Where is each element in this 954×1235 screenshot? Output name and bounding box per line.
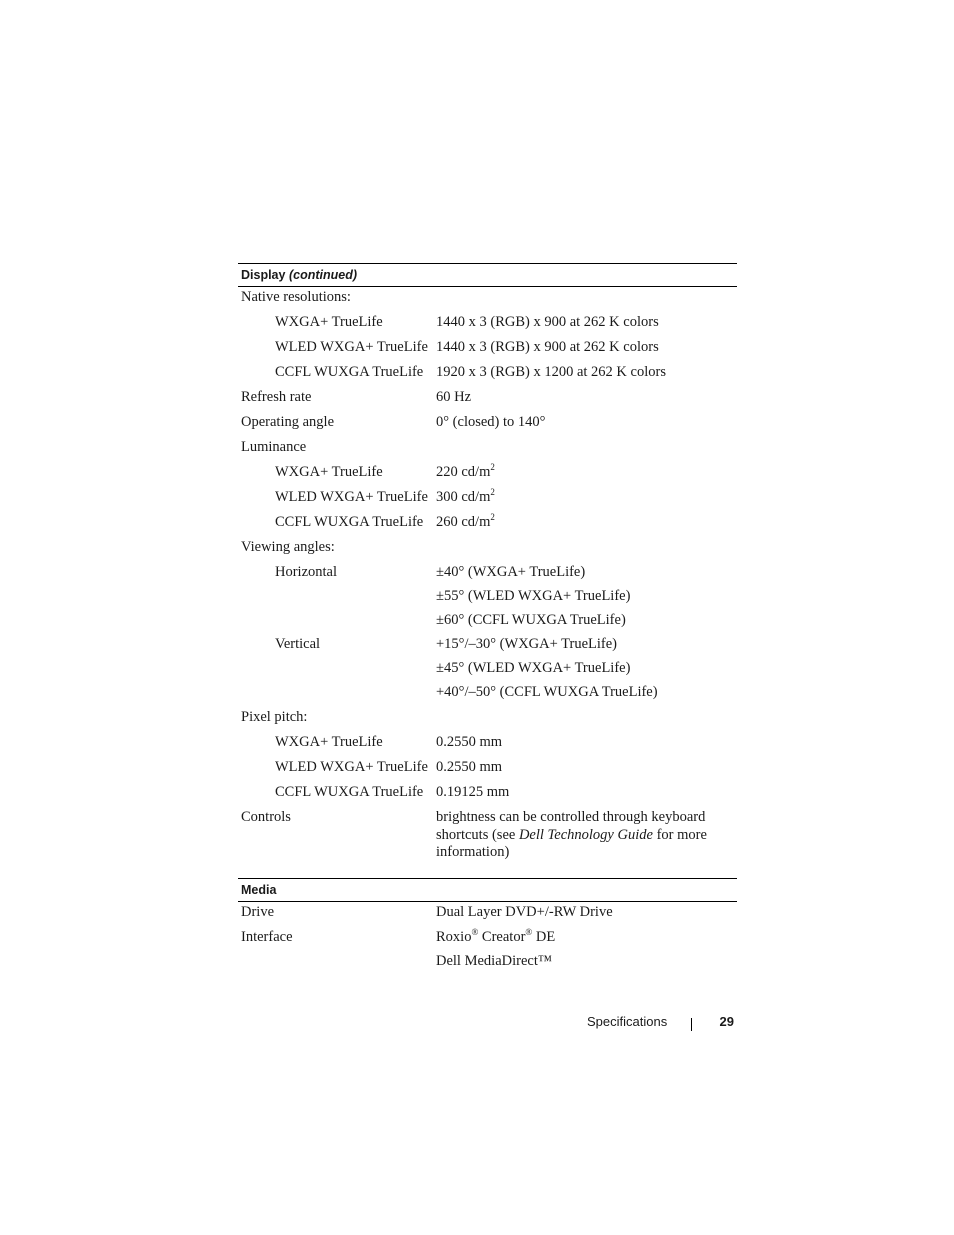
horizontal-label: Horizontal	[275, 564, 338, 580]
spec-label: WXGA+ TrueLife	[275, 734, 383, 750]
display-section-header	[238, 263, 737, 287]
spec-value: ±60° (CCFL WUXGA TrueLife)	[436, 612, 626, 628]
spec-value: 0° (closed) to 140°	[436, 414, 546, 430]
spec-label: Drive	[241, 904, 275, 920]
spec-value: Dell MediaDirect™	[436, 953, 553, 969]
spec-label: Operating angle	[241, 414, 335, 430]
native-resolutions-label: Native resolutions:	[241, 289, 351, 305]
spec-value	[436, 929, 726, 947]
display-title-suffix: (continued)	[288, 268, 357, 282]
spec-label: Interface	[241, 929, 293, 945]
registered-mark: ®	[525, 927, 533, 937]
luminance-value: 260 cd/m	[436, 514, 491, 530]
spec-row-refresh-rate	[238, 387, 737, 412]
spec-row-drive	[238, 902, 737, 927]
spec-value: 60 Hz	[436, 389, 472, 405]
luminance-label: Luminance	[241, 439, 307, 455]
spec-value	[436, 489, 726, 507]
spec-value	[436, 809, 726, 862]
spec-value	[436, 514, 726, 532]
guide-title: Dell Technology Guide	[518, 826, 653, 843]
superscript: 2	[490, 487, 495, 497]
spec-value: 1440 x 3 (RGB) x 900 at 262 K colors	[436, 314, 659, 330]
table-row	[238, 658, 737, 682]
pixel-pitch-label: Pixel pitch:	[241, 709, 308, 725]
spec-value: ±40° (WXGA+ TrueLife)	[436, 564, 586, 580]
spec-label: Controls	[241, 809, 291, 825]
spec-label: WXGA+ TrueLife	[275, 314, 383, 330]
spec-value: 0.19125 mm	[436, 784, 510, 800]
roxio-text: Roxio	[436, 929, 472, 945]
de-text: DE	[532, 929, 556, 945]
spec-label: WLED WXGA+ TrueLife	[275, 759, 428, 775]
luminance-value: 220 cd/m	[436, 464, 491, 480]
spec-value: +40°/–50° (CCFL WUXGA TrueLife)	[436, 684, 658, 700]
spec-value: ±55° (WLED WXGA+ TrueLife)	[436, 588, 631, 604]
spec-row-operating-angle	[238, 412, 737, 437]
display-spec-table	[238, 263, 737, 871]
spec-label: Refresh rate	[241, 389, 312, 405]
media-title: Media	[241, 883, 277, 897]
spec-label: WXGA+ TrueLife	[275, 464, 383, 480]
spec-row-luminance	[238, 437, 737, 462]
spec-value: ±45° (WLED WXGA+ TrueLife)	[436, 660, 631, 676]
spec-value: Dual Layer DVD+/-RW Drive	[436, 904, 613, 920]
spec-value: 0.2550 mm	[436, 759, 503, 775]
table-row	[238, 337, 737, 362]
display-title: Display	[241, 268, 286, 282]
table-row	[238, 512, 737, 537]
spec-value: 1920 x 3 (RGB) x 1200 at 262 K colors	[436, 364, 666, 380]
superscript: 2	[490, 512, 495, 522]
controls-text-end: for more information)	[436, 826, 707, 860]
table-row	[238, 757, 737, 782]
table-row	[238, 634, 737, 658]
table-row	[238, 462, 737, 487]
superscript: 2	[490, 462, 495, 472]
controls-text: brightness can be controlled through keyboard shortcuts (see	[436, 809, 706, 843]
spec-row-viewing-angles	[238, 537, 737, 562]
table-row	[238, 951, 737, 976]
table-row	[238, 312, 737, 337]
spec-label: WLED WXGA+ TrueLife	[275, 489, 428, 505]
footer-separator	[691, 1018, 692, 1031]
table-row	[238, 487, 737, 512]
page-number: 29	[719, 1014, 734, 1029]
viewing-angles-label: Viewing angles:	[241, 539, 335, 555]
spec-label: CCFL WUXGA TrueLife	[275, 364, 424, 380]
spec-label: CCFL WUXGA TrueLife	[275, 784, 424, 800]
table-row	[238, 782, 737, 807]
vertical-label: Vertical	[275, 636, 321, 652]
creator-text: Creator	[478, 929, 526, 945]
table-row	[238, 562, 737, 586]
spec-row-controls	[238, 807, 737, 871]
table-row	[238, 610, 737, 634]
footer-section-name: Specifications	[587, 1014, 668, 1029]
spec-label: CCFL WUXGA TrueLife	[275, 514, 424, 530]
table-row	[238, 732, 737, 757]
spec-row-native-resolutions	[238, 287, 737, 312]
spec-label: WLED WXGA+ TrueLife	[275, 339, 428, 355]
luminance-value: 300 cd/m	[436, 489, 491, 505]
spec-value: 0.2550 mm	[436, 734, 503, 750]
spec-value: 1440 x 3 (RGB) x 900 at 262 K colors	[436, 339, 659, 355]
media-spec-table	[238, 878, 737, 976]
spec-value: +15°/–30° (WXGA+ TrueLife)	[436, 636, 617, 652]
spec-row-pixel-pitch	[238, 707, 737, 732]
registered-mark: ®	[471, 927, 479, 937]
media-section-header	[238, 878, 737, 902]
table-row	[238, 586, 737, 610]
table-row	[238, 682, 737, 707]
spec-row-interface	[238, 927, 737, 951]
spec-value	[436, 464, 726, 482]
table-row	[238, 362, 737, 387]
